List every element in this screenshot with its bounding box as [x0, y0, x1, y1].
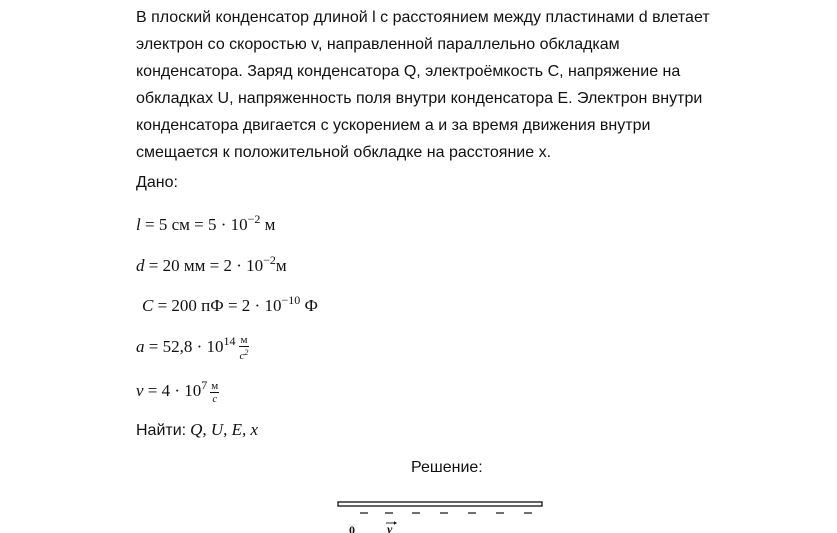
formula-exponent: 14	[223, 334, 236, 348]
formula-symbol: a	[136, 337, 145, 356]
formula-distance	[136, 249, 287, 277]
formula-symbol: C	[142, 296, 154, 315]
formula-velocity	[136, 374, 219, 405]
formula-symbol: l	[136, 215, 141, 234]
formula-symbol: v	[136, 381, 144, 400]
formula-value: = 4 · 10	[143, 381, 202, 400]
formula-length	[136, 208, 275, 236]
formula-unit: м	[260, 215, 276, 234]
formula-value: = 200 пФ = 2 · 10	[153, 296, 282, 315]
formula-acceleration	[136, 330, 249, 362]
unit-fraction	[239, 334, 250, 362]
problem-line: В плоский конденсатор длиной l с расстоянием между пластинами d влетает	[136, 9, 710, 26]
capacitor-diagram	[330, 488, 570, 533]
vector-arrowhead-icon	[394, 521, 397, 524]
find-variables: Q, U, E, x	[190, 420, 259, 439]
origin-label: 0	[349, 523, 355, 533]
solution-heading: Решение:	[411, 459, 483, 476]
problem-statement	[136, 4, 786, 166]
problem-line: смещается к положительной обкладке на расстояние x.	[136, 144, 552, 161]
problem-line: электрон со скоростью v, направленной параллельно обкладкам	[136, 36, 620, 53]
unit-fraction	[210, 380, 219, 405]
unit-denominator: $с^2$	[239, 348, 249, 363]
formula-capacitance	[142, 289, 318, 317]
formula-exponent: −2	[247, 212, 261, 226]
formula-exponent: −2	[263, 253, 276, 267]
formula-value: = 20 мм = 2 · 10	[144, 256, 264, 275]
formula-unit: м	[275, 256, 287, 275]
capacitor-plate	[338, 502, 542, 506]
problem-line: обкладках U, напряженность поля внутри конденсатора Е. Электрон внутри	[136, 90, 703, 107]
find-label: Найти:	[136, 422, 187, 439]
unit-numerator: м	[211, 379, 219, 392]
given-heading: Дано:	[136, 174, 178, 191]
find-line	[136, 419, 258, 442]
formula-exponent: −10	[281, 293, 301, 307]
formula-unit: Ф	[300, 296, 318, 315]
problem-line: конденсатора. Заряд конденсатора Q, электроёмкость С, напряжение на	[136, 63, 681, 80]
unit-numerator: м	[240, 334, 248, 347]
formula-value: = 5 см = 5 · 10	[140, 215, 248, 234]
formula-symbol: d	[136, 256, 145, 275]
formula-value: = 52,8 · 10	[144, 337, 224, 356]
problem-line: конденсатора двигается с ускорением а и за время движения внутри	[136, 117, 651, 134]
velocity-label: v	[387, 522, 393, 533]
unit-denominator: с	[212, 392, 218, 405]
formula-exponent: 7	[201, 378, 208, 392]
